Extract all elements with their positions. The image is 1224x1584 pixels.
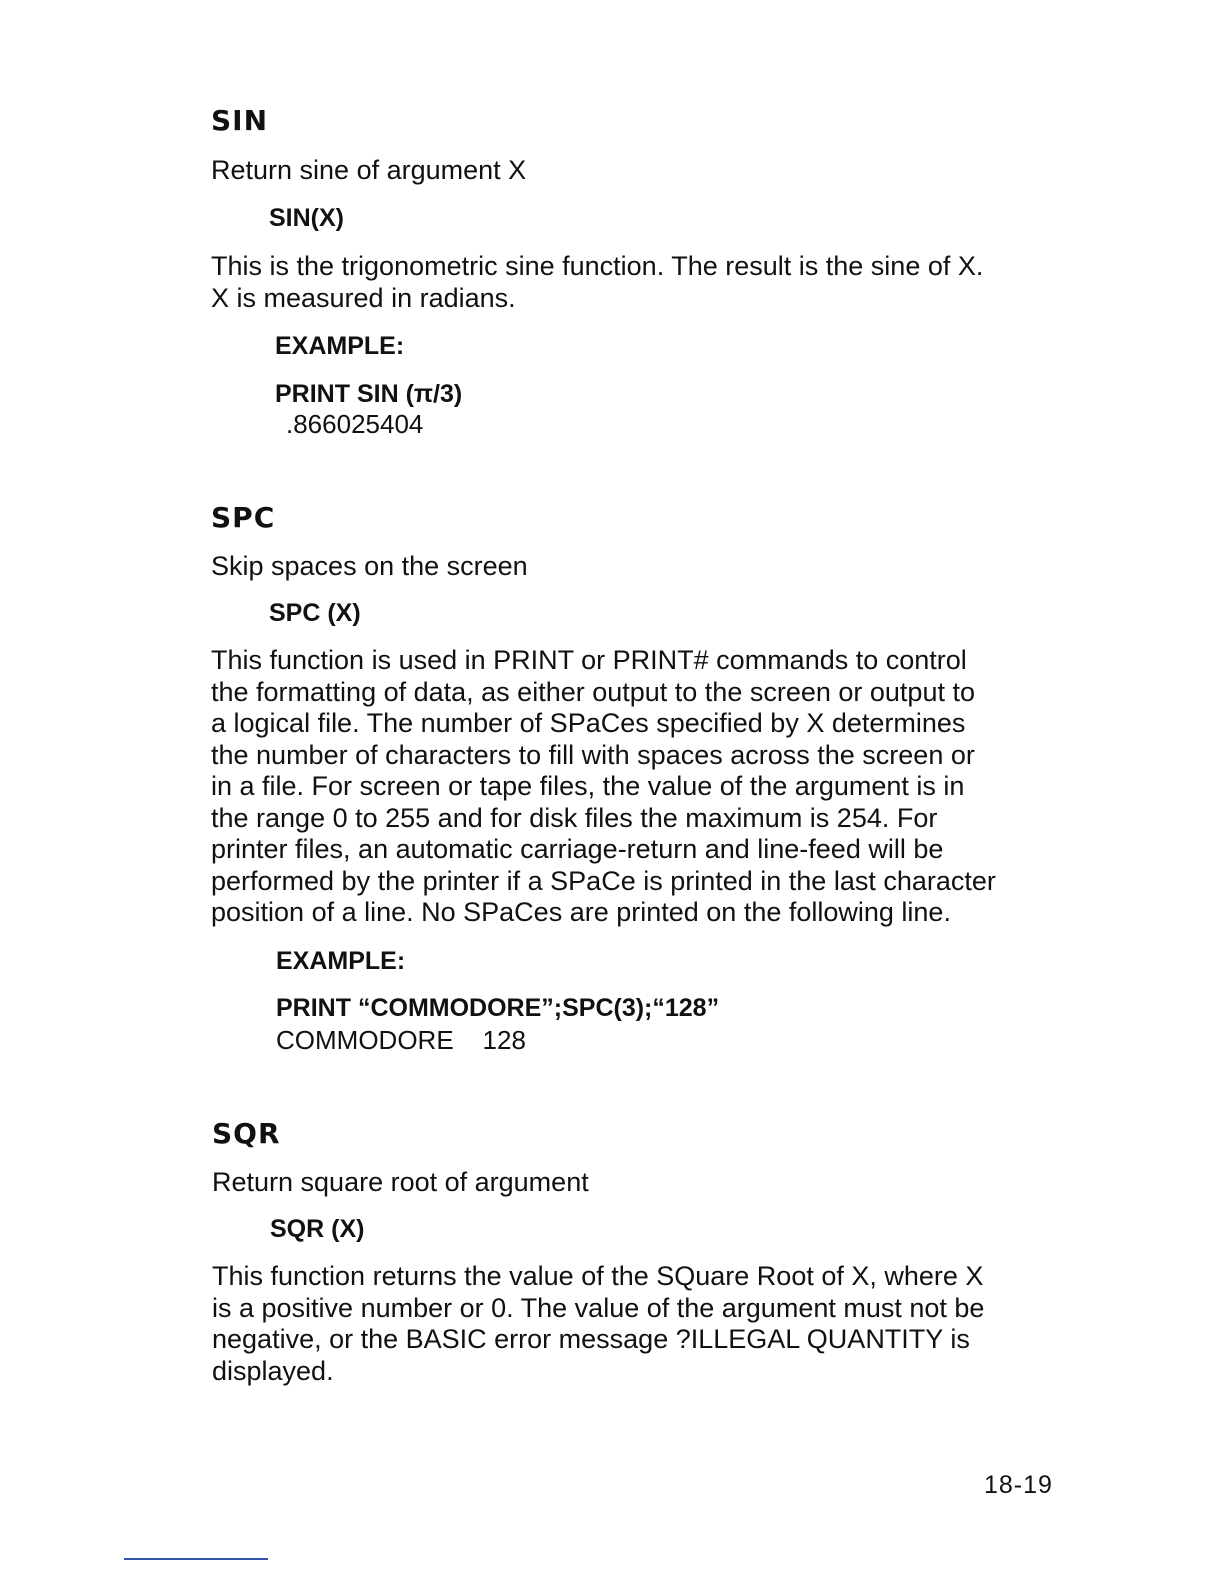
spc-example-output: COMMODORE 128 bbox=[276, 1025, 526, 1055]
sqr-body bbox=[212, 1261, 1072, 1387]
page-number: 18-19 bbox=[984, 1471, 1053, 1499]
spc-body-line: a logical file. The number of SPaCes specified by X determines bbox=[211, 708, 966, 738]
sin-syntax: SIN(X) bbox=[269, 204, 344, 232]
spc-body-line: in a file. For screen or tape files, the value of the argument is in bbox=[211, 771, 965, 801]
sin-body-line: This is the trigonometric sine function. The result is the sine of X. bbox=[211, 251, 984, 281]
sin-keyword bbox=[211, 104, 268, 138]
spc-summary: Skip spaces on the screen bbox=[211, 551, 528, 581]
sqr-summary: Return square root of argument bbox=[212, 1167, 589, 1197]
spc-example-label: EXAMPLE: bbox=[276, 947, 406, 975]
spc-body-line: the formatting of data, as either output to the screen or output to bbox=[211, 676, 975, 707]
spc-body-line: the number of characters to fill with spaces across the screen or bbox=[211, 739, 975, 770]
spc-body-line: performed by the printer if a SPaCe is printed in the last character bbox=[211, 865, 996, 896]
spc-body-line: printer files, an automatic carriage-return and line-feed will be bbox=[211, 834, 944, 864]
spc-body-line: the range 0 to 255 and for disk files the maximum is 254. For bbox=[211, 802, 938, 833]
spc-syntax: SPC (X) bbox=[269, 599, 361, 627]
spc-body-line: This function is used in PRINT or PRINT# commands to control bbox=[211, 645, 967, 675]
sqr-syntax: SQR (X) bbox=[270, 1215, 365, 1243]
sqr-body-line: This function returns the value of the SQuare Root of X, where X bbox=[212, 1261, 984, 1291]
sin-example-code: PRINT SIN (π/3) bbox=[275, 380, 463, 408]
sqr-body-line: displayed. bbox=[212, 1355, 334, 1386]
spc-body-line: position of a line. No SPaCes are printed on the following line. bbox=[211, 897, 951, 927]
sin-heading: SIN bbox=[211, 104, 269, 137]
sin-summary: Return sine of argument X bbox=[211, 155, 527, 185]
spc-example-code: PRINT “COMMODORE”;SPC(3);“128” bbox=[276, 994, 720, 1022]
sin-body-line: X is measured in radians. bbox=[211, 282, 516, 313]
sin-body bbox=[211, 251, 1071, 314]
spc-body bbox=[211, 645, 1091, 929]
sin-example-output: .866025404 bbox=[286, 409, 424, 439]
sqr-body-line: is a positive number or 0. The value of the argument must not be bbox=[212, 1292, 985, 1323]
footer-rule bbox=[124, 1558, 268, 1560]
sin-example-label: EXAMPLE: bbox=[275, 332, 405, 360]
sqr-heading: SQR bbox=[212, 1117, 281, 1150]
spc-heading: SPC bbox=[211, 501, 276, 534]
sqr-body-line: negative, or the BASIC error message ?ILLEGAL QUANTITY is bbox=[212, 1324, 970, 1354]
